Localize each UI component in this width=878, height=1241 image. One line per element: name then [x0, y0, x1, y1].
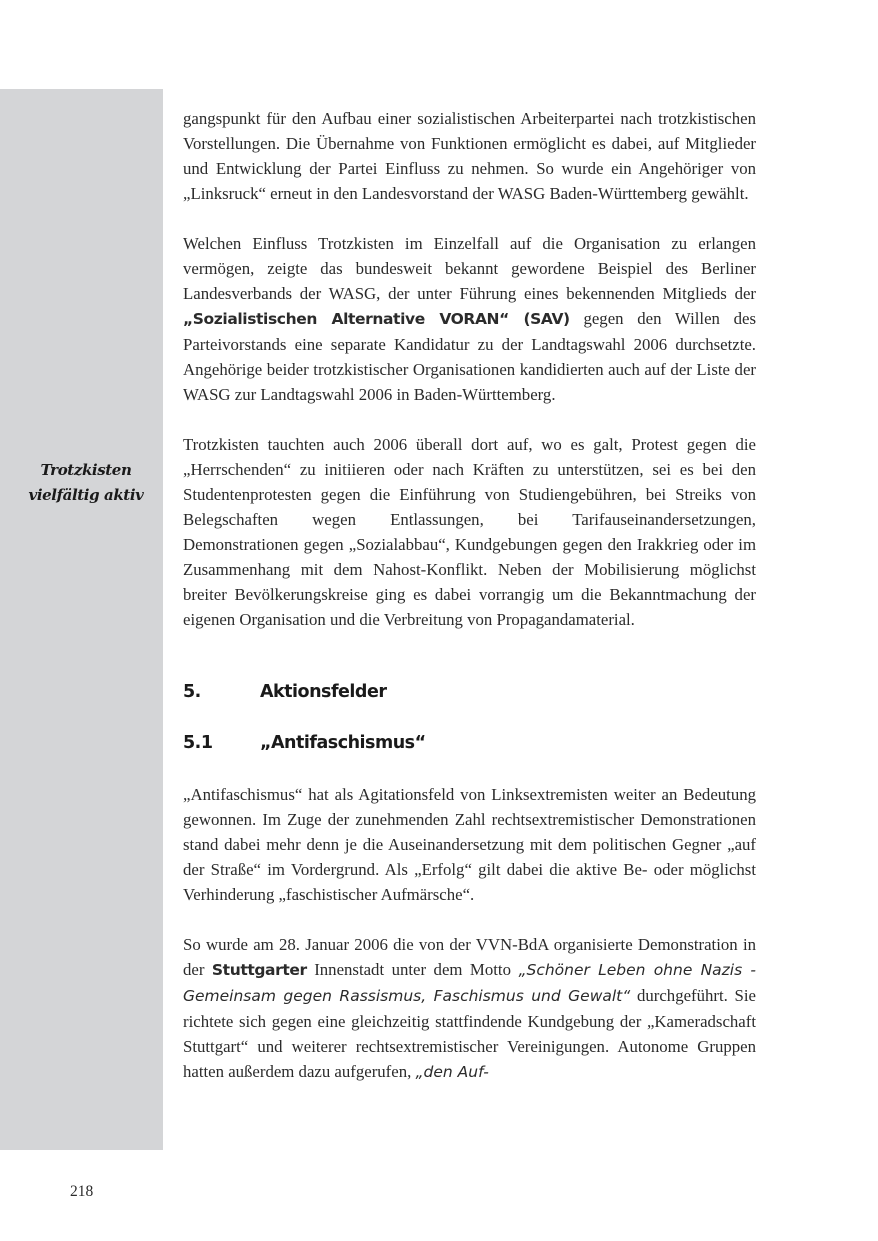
paragraph-5: [183, 932, 756, 1085]
paragraph-1: gangspunkt für den Aufbau einer sozialistischen Arbeiterpartei nach trotzkistischen Vorstellungen. Die Übernahme von Funktionen ermöglicht es dabei, auf Mitglieder und Entwicklung der Partei Einfluss zu nehmen. So wurde ein Angehöriger von „Linksruck“ erneut in den Landesvorstand der WASG Baden-Württemberg gewählt.: [183, 109, 756, 203]
margin-note: [6, 458, 166, 508]
paragraph-3: Trotzkisten tauchten auch 2006 überall dort auf, wo es galt, Protest gegen die „Herrschenden“ zu initiieren oder nach Kräften zu unterstützen, sei es bei den Studentenprotesten gegen die Einführung von Studiengebühren, bei Streiks von Belegschaften wegen Entlassungen, bei Tarifauseinandersetzungen, Demonstrationen gegen „Sozialabbau“, Kundgebungen gegen den Irakkrieg oder im Zusammenhang mit dem Nahost-Konflikt. Neben der Mobilisierung möglichst breiter Bevölkerungskreise ging es dabei vorrangig um die Bekanntmachung der eigenen Organisation und die Verbreitung von Propagandamaterial.: [183, 435, 756, 629]
organization-keyword: „Sozialistischen Alternative VORAN“ (SAV): [183, 310, 570, 328]
subsection-title: „Antifaschismus“: [260, 733, 426, 753]
subsection-heading: [183, 731, 756, 756]
margin-note-line-1: Trotzkisten: [40, 461, 132, 479]
motto-quote: „Schöner Leben ohne Nazis - Gemeinsam gegen Rassismus, Faschismus und Gewalt“: [183, 961, 756, 1005]
section-heading: [183, 680, 756, 705]
paragraph-5-text-a: So wurde am 28. Januar 2006 die von der VVN-BdA organisierte Demonstration in der: [183, 935, 756, 979]
paragraph-5-text-c: durchgeführt. Sie richtete sich gegen eine gleichzeitig stattfindende Kundgebung der „Kameradschaft Stuttgart“ und weiterer rechtsextremistischer Vereinigungen. Autonome Gruppen hatten außerdem dazu aufgerufen,: [183, 986, 756, 1081]
main-text-column: [183, 106, 756, 1085]
margin-sidebar: [0, 89, 163, 1150]
paragraph-5-text-b: Innenstadt unter dem Motto: [306, 960, 519, 979]
paragraph-2: [183, 231, 756, 407]
section-number: 5.: [183, 682, 201, 702]
autonomous-quote: „den Auf-: [415, 1063, 489, 1081]
subsection-number: 5.1: [183, 733, 213, 753]
paragraph-4: „Antifaschismus“ hat als Agitationsfeld von Linksextremisten weiter an Bedeutung gewonnen. Im Zuge der zunehmenden Zahl rechtsextremistischer Demonstrationen stand dabei mehr denn je die Auseinandersetzung mit dem politischen Gegner „auf der Straße“ im Vordergrund. Als „Erfolg“ gilt dabei die aktive Be- oder möglichst Verhinderung „faschistischer Aufmärsche“.: [183, 785, 756, 904]
paragraph-2-text-b: gegen den Willen des Parteivorstands eine separate Kandidatur zu der Landtagswahl 2006 durchsetzte. Angehörige beider trotzkistischer Organisationen kandidierten auch auf der Liste der WASG zur Landtagswahl 2006 in Baden-Württemberg.: [183, 309, 757, 404]
margin-note-line-2: vielfältig aktiv: [28, 486, 144, 504]
section-title: Aktionsfelder: [260, 682, 387, 702]
city-keyword: Stuttgarter: [211, 961, 307, 979]
page-number: 218: [70, 1183, 94, 1200]
paragraph-2-text-a: Welchen Einfluss Trotzkisten im Einzelfall auf die Organisation zu erlangen vermögen, zeigte das bundesweit bekannt gewordene Beispiel des Berliner Landesverbands der WASG, der unter Führung eines bekennenden Mitglieds der: [183, 234, 756, 303]
